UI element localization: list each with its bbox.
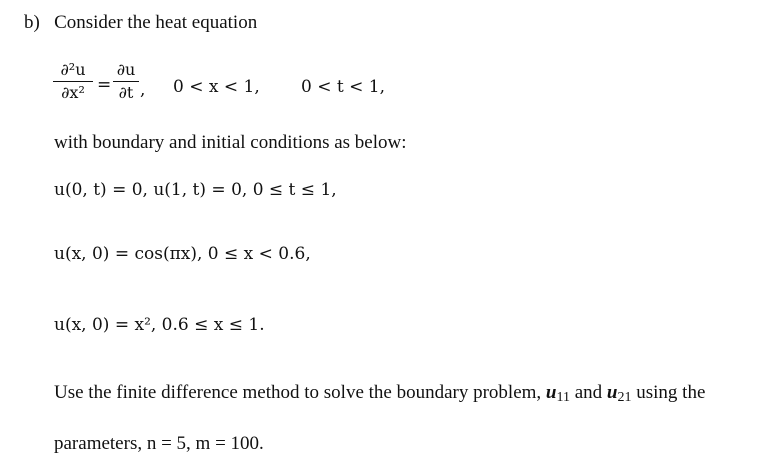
u21-base: u [606, 382, 618, 403]
u11-base: u [545, 382, 557, 403]
intro-text: Consider the heat equation [54, 12, 258, 33]
u21-subscript: 21 [617, 390, 632, 405]
domain-x: 0 < x < 1, [173, 77, 260, 97]
task-and: and [574, 382, 603, 403]
conditions-intro: with boundary and initial conditions as below: [54, 132, 407, 153]
task-text-b: using the [636, 382, 706, 403]
lhs-fraction [53, 61, 93, 102]
rhs-fraction [113, 61, 139, 102]
part-label: b) [24, 12, 40, 33]
lhs-denominator: ∂x² [61, 83, 85, 102]
u11-symbol [546, 382, 570, 403]
initial-condition-1: u(x, 0) = cos(πx), 0 ≤ x < 0.6, [54, 244, 311, 264]
u21-symbol [607, 382, 632, 403]
problem-heading [24, 12, 257, 34]
u11-subscript: 11 [556, 390, 570, 405]
rhs-denominator: ∂t [118, 83, 134, 102]
task-parameters: parameters, n = 5, m = 100. [54, 433, 264, 454]
boundary-condition: u(0, t) = 0, u(1, t) = 0, 0 ≤ t ≤ 1, [54, 180, 337, 200]
lhs-fraction-bar [53, 81, 93, 82]
equals-sign: = [97, 75, 112, 95]
task-statement [54, 382, 705, 409]
task-text-a: Use the finite difference method to solve the boundary problem, [54, 382, 542, 403]
equation-comma: , [140, 80, 146, 100]
rhs-fraction-bar [113, 81, 139, 82]
domain-t: 0 < t < 1, [301, 77, 385, 97]
lhs-numerator: ∂²u [60, 60, 86, 79]
initial-condition-2: u(x, 0) = x², 0.6 ≤ x ≤ 1. [54, 315, 265, 335]
rhs-numerator: ∂u [116, 60, 136, 79]
